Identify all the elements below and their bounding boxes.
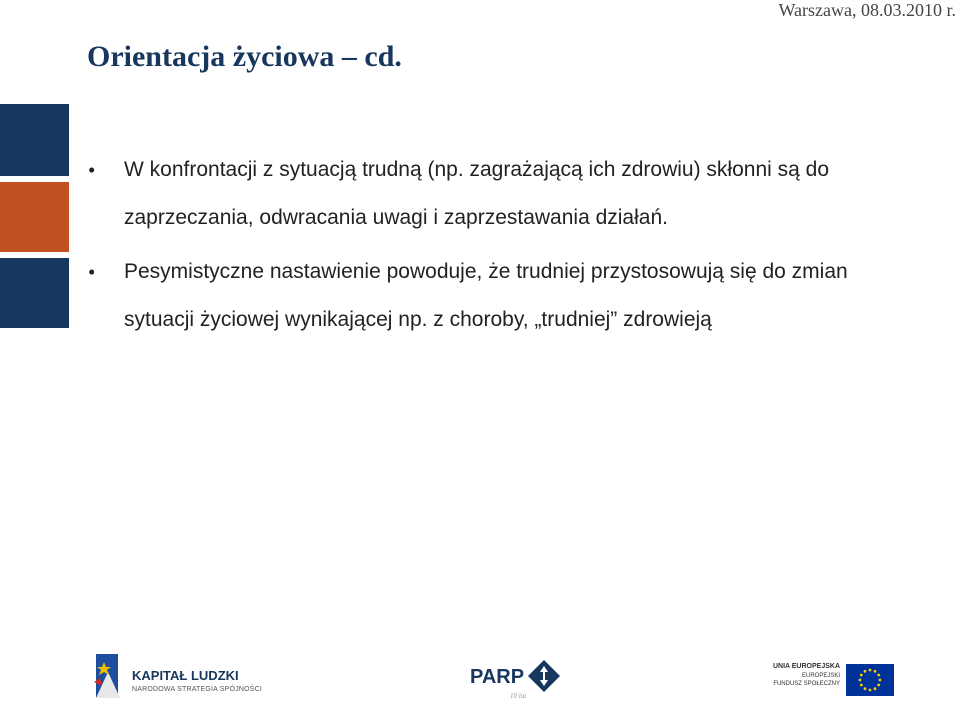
bullet-item — [88, 248, 918, 344]
parp-logo — [470, 660, 570, 700]
bullet-text: Pesymistyczne nastawienie powoduje, że trudniej przystosowują się do zmian sytuacji życiowej wynikającej np. z choroby, „trudniej” zdrowieją — [124, 260, 848, 331]
kapital-ludzki-name: KAPITAŁ LUDZKI — [132, 668, 239, 683]
accent-bar-navy-top — [0, 104, 69, 176]
eu-text — [770, 662, 840, 688]
parp-arrows-icon — [528, 660, 560, 692]
footer-logos — [0, 648, 960, 708]
parp-anniversary: 10 lat — [510, 692, 527, 700]
eu-flag-icon — [846, 664, 894, 696]
eu-line-3: FUNDUSZ SPOŁECZNY — [773, 681, 840, 687]
kapital-ludzki-logo — [90, 652, 263, 702]
kapital-ludzki-subtitle: NARODOWA STRATEGIA SPÓJNOŚCI — [132, 686, 263, 693]
eu-logo — [770, 662, 900, 702]
bullet-item — [88, 146, 918, 242]
accent-bar-orange — [0, 182, 69, 252]
eu-line-1: UNIA EUROPEJSKA — [772, 663, 840, 670]
eu-line-2: EUROPEJSKI — [801, 673, 840, 679]
accent-bar-navy-bottom — [0, 258, 69, 328]
slide-title: Orientacja życiowa – cd. — [87, 40, 402, 73]
slide-content — [88, 146, 918, 350]
bullet-marker: • — [88, 260, 96, 284]
bullet-text: W konfrontacji z sytuacją trudną (np. zagrażającą ich zdrowiu) skłonni są do zaprzeczania, odwracania uwagi i zaprzestawania działań. — [124, 158, 829, 229]
kapital-ludzki-symbol-icon — [90, 652, 126, 702]
parp-name: PARP — [470, 666, 525, 688]
bullet-marker: • — [88, 158, 96, 182]
slide-date: Warszawa, 08.03.2010 r. — [778, 0, 956, 20]
